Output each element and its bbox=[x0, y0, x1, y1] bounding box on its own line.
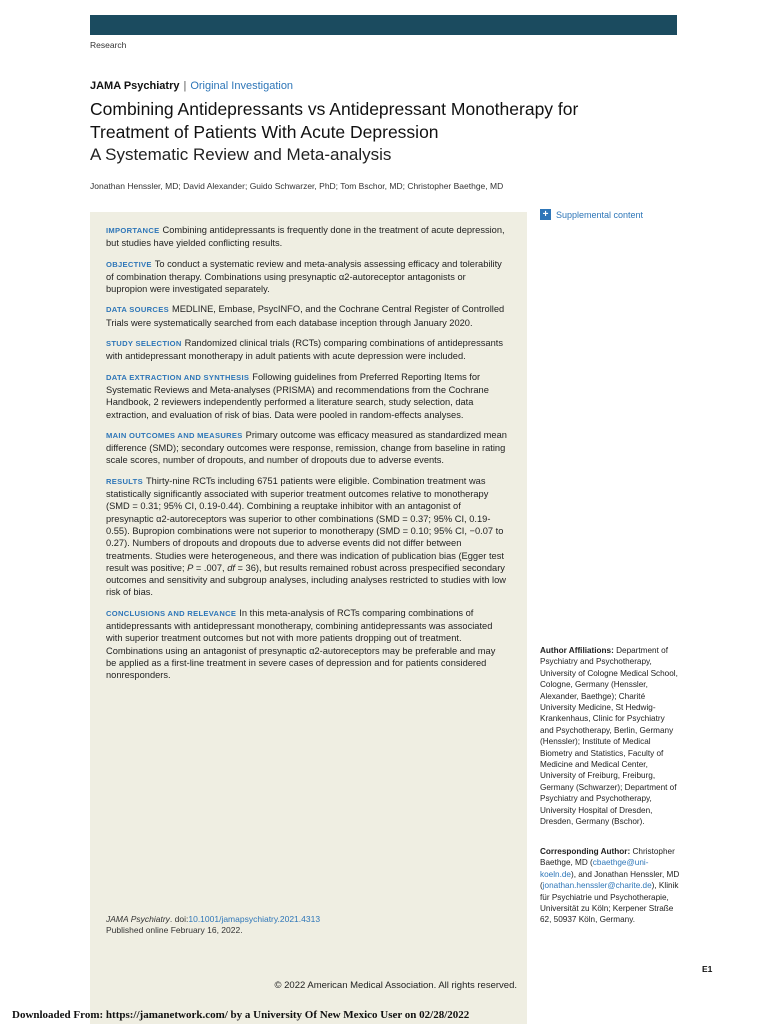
download-notice: Downloaded From: https://jamanetwork.com/ by a University Of New Mexico User on 02/28/2022 bbox=[12, 1009, 470, 1021]
citation-journal: JAMA Psychiatry bbox=[106, 914, 170, 924]
corresponding-text: ), Klinik für Psychiatrie und Psychotherapie, Universität zu Köln; Kerpener Straße 62, 50937 Köln, Germany. bbox=[540, 881, 679, 925]
citation-doi-line bbox=[106, 914, 320, 925]
article-title: Combining Antidepressants vs Antidepressant Monotherapy for Treatment of Patients With Acute Depression bbox=[90, 99, 579, 142]
abstract-text: = 36), but results remained robust across prespecified secondary outcomes and sensitivity and subgroup analyses, including analyses restricted to studies with low risk of bias. bbox=[106, 562, 506, 598]
abstract-body bbox=[106, 224, 508, 690]
article-subtitle: A Systematic Review and Meta-analysis bbox=[90, 145, 392, 164]
citation-doi-prefix: . doi: bbox=[169, 914, 189, 924]
corresponding-text: Christopher Baethge, MD ( bbox=[540, 847, 675, 868]
abstract-heading: OBJECTIVE bbox=[106, 259, 152, 269]
author-list: Jonathan Henssler, MD; David Alexander; Guido Schwarzer, PhD; Tom Bschor, MD; Christopher Baethge, MD bbox=[90, 181, 504, 191]
journal-name: JAMA Psychiatry bbox=[90, 80, 180, 92]
abstract-text: = .007, bbox=[193, 562, 228, 573]
abstract-text: Randomized clinical trials (RCTs) comparing combinations of antidepressants with antidepressant monotherapy in adult patients with acute depression were included. bbox=[106, 338, 503, 362]
abstract-panel bbox=[90, 212, 527, 1024]
abstract-heading: CONCLUSIONS AND RELEVANCE bbox=[106, 608, 237, 618]
abstract-results bbox=[106, 475, 508, 599]
abstract-objective bbox=[106, 258, 508, 296]
abstract-conclusions bbox=[106, 607, 508, 682]
supplemental-label: Supplemental content bbox=[556, 209, 644, 220]
abstract-heading: DATA EXTRACTION AND SYNTHESIS bbox=[106, 372, 250, 382]
plus-icon: + bbox=[540, 209, 551, 220]
section-label: Research bbox=[90, 40, 127, 50]
abstract-data-sources bbox=[106, 303, 508, 329]
abstract-text: Primary outcome was efficacy measured as standardized mean difference (SMD); secondary outcomes were response, remission, change from baseline in rating scale scores, number of dropouts, and number of dropouts due to adverse events. bbox=[106, 429, 507, 466]
doi-link[interactable]: 10.1001/jamapsychiatry.2021.4313 bbox=[188, 914, 321, 924]
abstract-data-extraction bbox=[106, 371, 508, 421]
journal-separator: | bbox=[183, 80, 187, 92]
corresponding-author bbox=[540, 846, 680, 926]
p-value-label: P bbox=[187, 562, 194, 573]
supplemental-content-link[interactable] bbox=[540, 209, 643, 220]
df-label: df bbox=[227, 562, 235, 573]
author-affiliations bbox=[540, 645, 680, 828]
abstract-heading: STUDY SELECTION bbox=[106, 339, 182, 349]
affiliations-text: Department of Psychiatry and Psychotherapy, University of Cologne Medical School, Cologne, Germany (Henssler, Alexander, Baethge); Charité University Medicine, St Hedwig-Krankenhaus, Clinic for Psychiatry and Psychotherapy, Berlin, Germany (Henssler); Institute of Medical Biometry and Statistics, Faculty of Medicine and Medical Center, University of Freiburg, Freiburg, Germany (Schwarzer); Department of Psychiatry and Psychotherapy, University Hospital of Dresden, Dresden, Germany (Bschor). bbox=[540, 646, 678, 827]
citation bbox=[106, 914, 320, 936]
affiliations-heading: Author Affiliations: bbox=[540, 646, 614, 655]
email-link[interactable]: cbaethge@uni-koeln.de bbox=[540, 858, 649, 879]
abstract-text: To conduct a systematic review and meta-analysis assessing efficacy and tolerability of combination therapy. Combinations using presynaptic α2-autoreceptor antagonists or bupropion were investigated separately. bbox=[106, 258, 502, 295]
abstract-heading: RESULTS bbox=[106, 476, 143, 486]
abstract-main-outcomes bbox=[106, 429, 508, 467]
abstract-text: In this meta-analysis of RCTs comparing combinations of antidepressants with antidepressant monotherapy, combining antidepressants was associated with superior treatment outcomes but not with more patients dropping out of treatment. Combinations using an antagonist of presynaptic α2-autoreceptors may be preferable and may be applied as a first-line treatment in severe cases of depression and for patients considered nonresponders. bbox=[106, 607, 496, 681]
abstract-study-selection bbox=[106, 337, 508, 363]
abstract-importance bbox=[106, 224, 508, 250]
corresponding-text: ), and Jonathan Henssler, MD ( bbox=[540, 869, 680, 891]
page-number: E1 bbox=[702, 964, 713, 974]
copyright-text: © 2022 American Medical Association. All rights reserved. bbox=[274, 980, 517, 991]
header-bar bbox=[90, 15, 677, 35]
abstract-text: Following guidelines from Preferred Reporting Items for Systematic Reviews and Meta-analyses (PRISMA) and recommendations from the Cochrane Handbook, 2 reviewers independently performed a literature search, study selection, data extraction, and evaluation of risk of bias. Data were pooled in random-effects analyses. bbox=[106, 371, 489, 420]
abstract-heading: IMPORTANCE bbox=[106, 226, 160, 235]
abstract-heading: DATA SOURCES bbox=[106, 305, 169, 315]
abstract-text: Combining antidepressants is frequently done in the treatment of acute depression, but studies have yielded conflicting results. bbox=[106, 225, 505, 249]
abstract-text: MEDLINE, Embase, PsycINFO, and the Cochrane Central Register of Controlled Trials were systematically searched from each database inception through January 2020. bbox=[106, 304, 505, 328]
article-type[interactable]: Original Investigation bbox=[190, 80, 294, 92]
publication-date: Published online February 16, 2022. bbox=[106, 925, 243, 935]
corresponding-heading: Corresponding Author: bbox=[540, 847, 631, 856]
journal-line bbox=[90, 80, 293, 92]
abstract-heading: MAIN OUTCOMES AND MEASURES bbox=[106, 430, 243, 440]
abstract-text: Thirty-nine RCTs including 6751 patients were eligible. Combination treatment was statistically significantly associated with superior treatment outcomes relative to monotherapy (SMD = 0.31; 95% CI, 0.19-0.44). Combining a reuptake inhibitor with an antagonist of presynaptic α2-autoreceptors was superior to other combinations (SMD = 0.37; 95% CI, 0.19-0.55). Bupropion combinations were not superior to monotherapy (SMD = 0.10; 95% CI, −0.07 to 0.27). Numbers of dropouts and dropouts due to adverse events did not differ between treatments. Studies were heterogeneous, and there was indication of publication bias (Egger test result was positive; bbox=[106, 475, 504, 573]
email-link[interactable]: jonathan.henssler@charite.de bbox=[542, 881, 652, 891]
copyright-notice bbox=[90, 980, 527, 991]
